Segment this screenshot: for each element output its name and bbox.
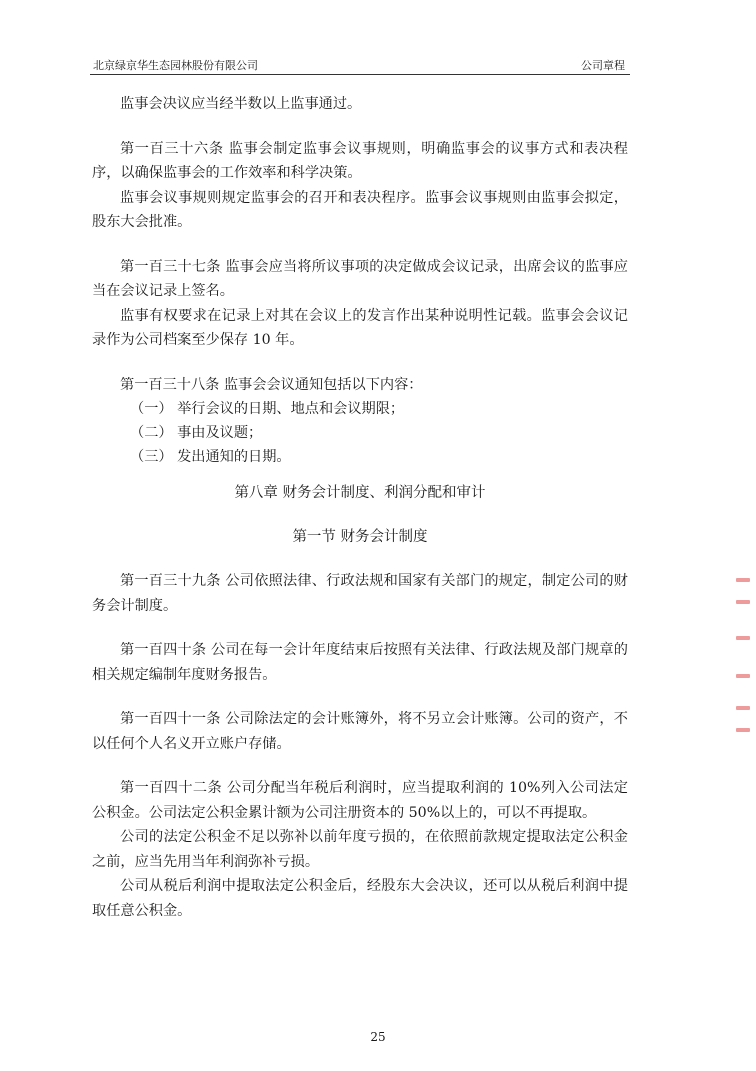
- article-141: [92, 707, 628, 756]
- article-number: 第一百三十七条: [120, 258, 221, 275]
- article-140: [92, 638, 628, 687]
- article-142: [92, 776, 628, 825]
- page-body: [92, 92, 628, 923]
- document-title: 公司章程: [581, 59, 625, 72]
- list-item: （一） 举行会议的日期、地点和会议期限；: [130, 401, 405, 417]
- article-137: [92, 255, 628, 304]
- article-number: 第一百四十二条: [120, 780, 223, 796]
- article-text: 公司在每一会计年度结束后按照有关法律、行政法规及部门规章的相关规定编制年度财务报告。: [92, 642, 628, 683]
- paragraph: 监事有权要求在记录上对其在会议上的发言作出某种说明性记载。监事会会议记录作为公司档案至少保存 10 年。: [92, 307, 628, 348]
- chapter-heading: 第八章 财务会计制度、利润分配和审计: [234, 485, 486, 501]
- article-text: 公司分配当年税后利润时，应当提取利润的 10%列入公司法定公积金。公司法定公积金累计额为公司注册资本的 50%以上的，可以不再提取。: [92, 780, 628, 821]
- article-text: 公司除法定的会计账簿外，将不另立会计账簿。公司的资产，不以任何个人名义开立账户存储。: [92, 711, 628, 752]
- article-number: 第一百三十六条: [120, 140, 224, 157]
- article-text: 监事会制定监事会议事规则，明确监事会的议事方式和表决程序，以确保监事会的工作效率和科学决策。: [92, 140, 628, 181]
- article-139: [92, 569, 628, 618]
- article-136: [92, 137, 628, 186]
- paragraph: 公司从税后利润中提取法定公积金后，经股东大会决议，还可以从税后利润中提取任意公积金。: [92, 878, 628, 919]
- paragraph: 监事会决议应当经半数以上监事通过。: [120, 96, 362, 112]
- article-number: 第一百三十八条: [120, 376, 220, 393]
- paragraph: 监事会议事规则规定监事会的召开和表决程序。监事会议事规则由监事会拟定，股东大会批准。: [92, 189, 628, 230]
- list-item: （二） 事由及议题；: [130, 425, 263, 441]
- list-item: （三） 发出通知的日期。: [130, 449, 291, 465]
- section-heading: 第一节 财务会计制度: [292, 529, 428, 545]
- article-text: 监事会会议通知包括以下内容：: [223, 376, 423, 393]
- article-138: [92, 373, 628, 398]
- article-number: 第一百四十一条: [120, 711, 221, 727]
- page-header: [90, 54, 630, 75]
- article-text: 公司依照法律、行政法规和国家有关部门的规定，制定公司的财务会计制度。: [92, 573, 628, 614]
- article-number: 第一百三十九条: [120, 573, 221, 589]
- page-number: 25: [370, 1030, 386, 1044]
- article-number: 第一百四十条: [120, 642, 207, 658]
- seal-stamp-edge: [736, 578, 754, 738]
- article-text: 监事会应当将所议事项的决定做成会议记录，出席会议的监事应当在会议记录上签名。: [92, 258, 628, 299]
- paragraph: 公司的法定公积金不足以弥补以前年度亏损的，在依照前款规定提取法定公积金之前，应当先用当年利润弥补亏损。: [92, 829, 628, 870]
- company-name: 北京绿京华生态园林股份有限公司: [93, 59, 258, 72]
